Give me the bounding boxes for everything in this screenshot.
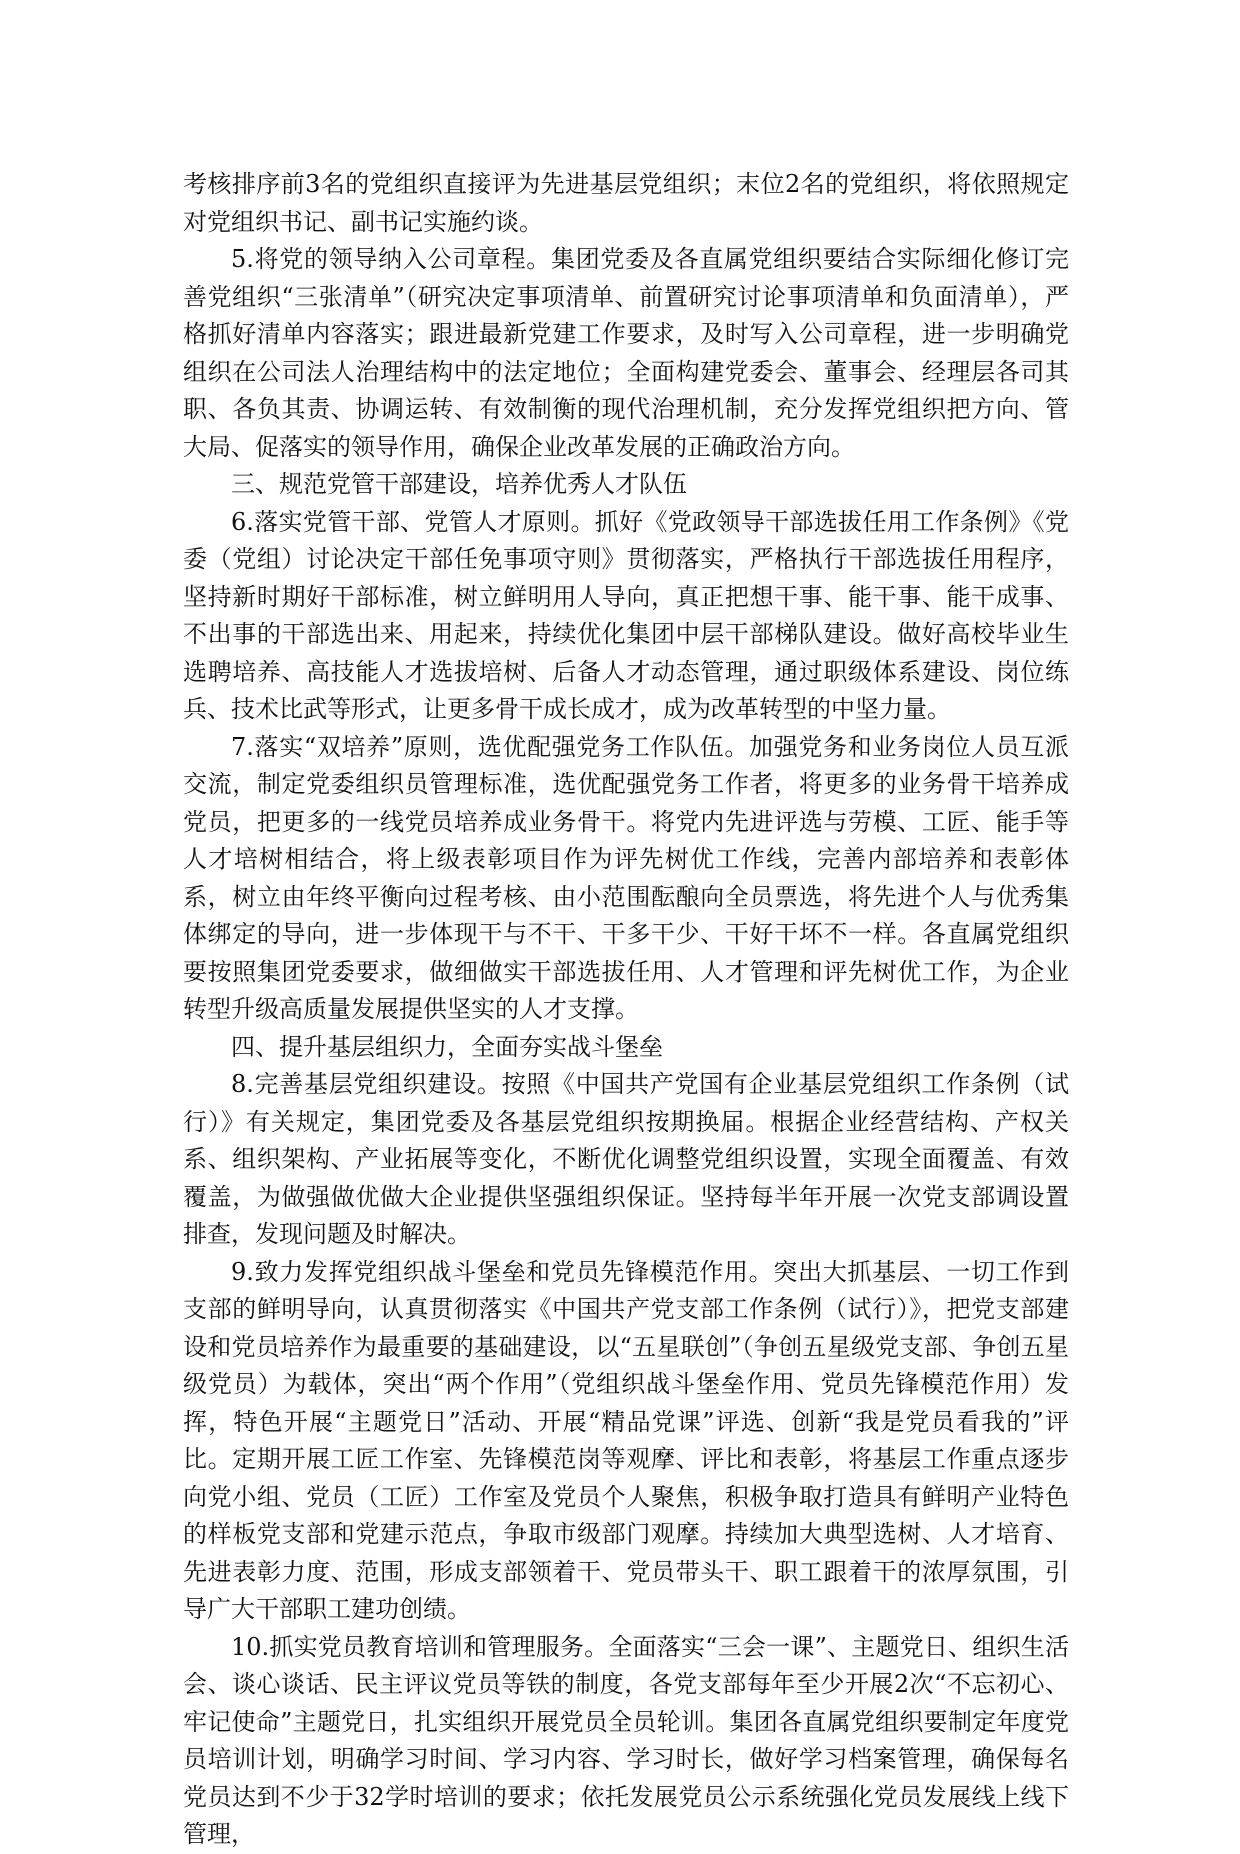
paragraph-item-6: 6.落实党管干部、党管人才原则。抓好《党政领导干部选拔任用工作条例》《党委（党组）讨论决定干部任免事项守则》贯彻落实，严格执行干部选拔任用程序，坚持新时期好干部标准，树立鲜明用人导向，真正把想干事、能干事、能干成事、不出事的干部选出来、用起来，持续优化集团中层干部梯队建设。做好高校毕业生选聘培养、高技能人才选拔培树、后备人才动态管理，通过职级体系建设、岗位练兵、技术比武等形式，让更多骨干成长成才，成为改革转型的中坚力量。	[183, 507, 1069, 723]
document-body	[183, 166, 1069, 1854]
paragraph-item-10: 10.抓实党员教育培训和管理服务。全面落实“三会一课”、主题党日、组织生活会、谈心谈话、民主评议党员等铁的制度，各党支部每年至少开展2次“不忘初心、牢记使命”主题党日，扎实组织开展党员全员轮训。集团各直属党组织要制定年度党员培训计划，明确学习时间、学习内容、学习时长，做好学习档案管理，确保每名党员达到不少于32学时培训的要求；依托发展党员公示系统强化党员发展线上线下管理，	[183, 1632, 1069, 1848]
paragraph-item-9: 9.致力发挥党组织战斗堡垒和党员先锋模范作用。突出大抓基层、一切工作到支部的鲜明导向，认真贯彻落实《中国共产党支部工作条例（试行）》，把党支部建设和党员培养作为最重要的基础建设，以“五星联创”（争创五星级党支部、争创五星级党员）为载体，突出“两个作用”（党组织战斗堡垒作用、党员先锋模范作用）发挥，特色开展“主题党日”活动、开展“精品党课”评选、创新“我是党员看我的”评比。定期开展工匠工作室、先锋模范岗等观摩、评比和表彰，将基层工作重点逐步向党小组、党员（工匠）工作室及党员个人聚焦，积极争取打造具有鲜明产业特色的样板党支部和党建示范点，争取市级部门观摩。持续加大典型选树、人才培育、先进表彰力度、范围，形成支部领着干、党员带头干、职工跟着干的浓厚氛围，引导广大干部职工建功创绩。	[183, 1257, 1069, 1623]
paragraph-item-8: 8.完善基层党组织建设。按照《中国共产党国有企业基层党组织工作条例（试行）》有关规定，集团党委及各基层党组织按期换届。根据企业经营结构、产权关系、组织架构、产业拓展等变化，不断优化调整党组织设置，实现全面覆盖、有效覆盖，为做强做优做大企业提供坚强组织保证。坚持每半年开展一次党支部调设置排查，发现问题及时解决。	[183, 1070, 1069, 1248]
section-heading-4: 四、提升基层组织力，全面夯实战斗堡垒	[231, 1032, 663, 1061]
paragraph-continued: 考核排序前3名的党组织直接评为先进基层党组织；末位2名的党组织，将依照规定对党组织书记、副书记实施约谈。	[183, 170, 1069, 236]
paragraph-item-5: 5.将党的领导纳入公司章程。集团党委及各直属党组织要结合实际细化修订完善党组织“三张清单”（研究决定事项清单、前置研究讨论事项清单和负面清单），严格抓好清单内容落实；跟进最新党建工作要求，及时写入公司章程，进一步明确党组织在公司法人治理结构中的法定地位；全面构建党委会、董事会、经理层各司其职、各负其责、协调运转、有效制衡的现代治理机制，充分发挥党组织把方向、管大局、促落实的领导作用，确保企业改革发展的正确政治方向。	[183, 245, 1069, 461]
section-heading-3: 三、规范党管干部建设，培养优秀人才队伍	[231, 470, 687, 498]
paragraph-item-7: 7.落实“双培养”原则，选优配强党务工作队伍。加强党务和业务岗位人员互派交流，制定党委组织员管理标准，选优配强党务工作者，将更多的业务骨干培养成党员，把更多的一线党员培养成业务骨干。将党内先进评选与劳模、工匠、能手等人才培树相结合，将上级表彰项目作为评先树优工作线，完善内部培养和表彰体系，树立由年终平衡向过程考核、由小范围酝酿向全员票选，将先进个人与优秀集体绑定的导向，进一步体现干与不干、干多干少、干好干坏不一样。各直属党组织要按照集团党委要求，做细做实干部选拔任用、人才管理和评先树优工作，为企业转型升级高质量发展提供坚实的人才支撑。	[183, 732, 1069, 1023]
